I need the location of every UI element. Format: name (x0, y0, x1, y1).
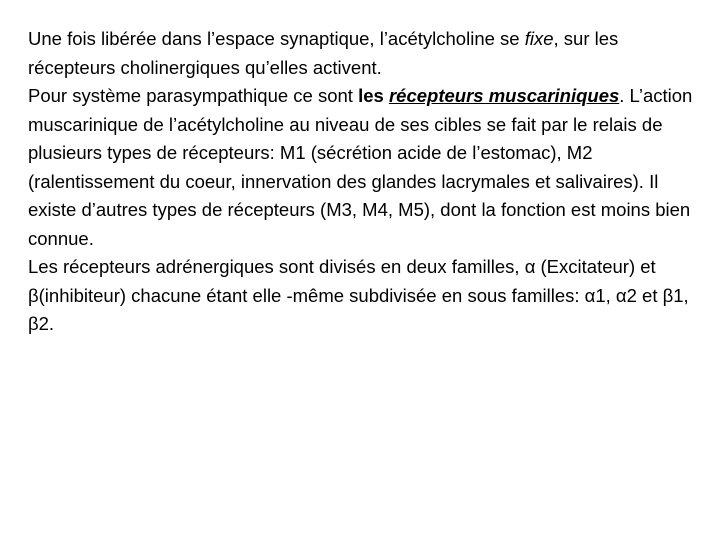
paragraph-adrenergic-receptors (28, 253, 708, 339)
paragraph2-emphasis-term: récepteurs muscariniques (388, 85, 620, 106)
paragraph1-text-start: Une fois libérée dans l’espace synaptique, l’acétylcholine se (28, 28, 525, 49)
paragraph1-text-end: , sur les récepteurs cholinergiques qu’elles activent. (28, 28, 619, 78)
paragraph3-text: Les récepteurs adrénergiques sont divisés en deux familles, α (Excitateur) et β(inhibiteur) chacune étant elle -même subdivisée en sous familles: α1, α2 et β1, β2. (28, 256, 689, 334)
paragraph2-text-end: . L’action muscarinique de l’acétylcholine au niveau de ses cibles se fait par le relais de plusieurs types de récepteurs: M1 (sécrétion acide de l’estomac), M2 (ralentissement du coeur, innervation des glandes lacrymales et salivaires). Il existe d’autres types de récepteurs (M3, M4, M5), dont la fonction est moins bien connue. (28, 85, 693, 249)
slide-text-body (28, 25, 708, 339)
paragraph-acetylcholine-fixation (28, 25, 708, 82)
paragraph1-italic-fixe: fixe (524, 28, 554, 49)
paragraph2-text-start: Pour système parasympathique ce sont (28, 85, 359, 106)
paragraph-muscarinic-receptors (28, 82, 708, 253)
paragraph2-bold-les: les (358, 85, 389, 106)
